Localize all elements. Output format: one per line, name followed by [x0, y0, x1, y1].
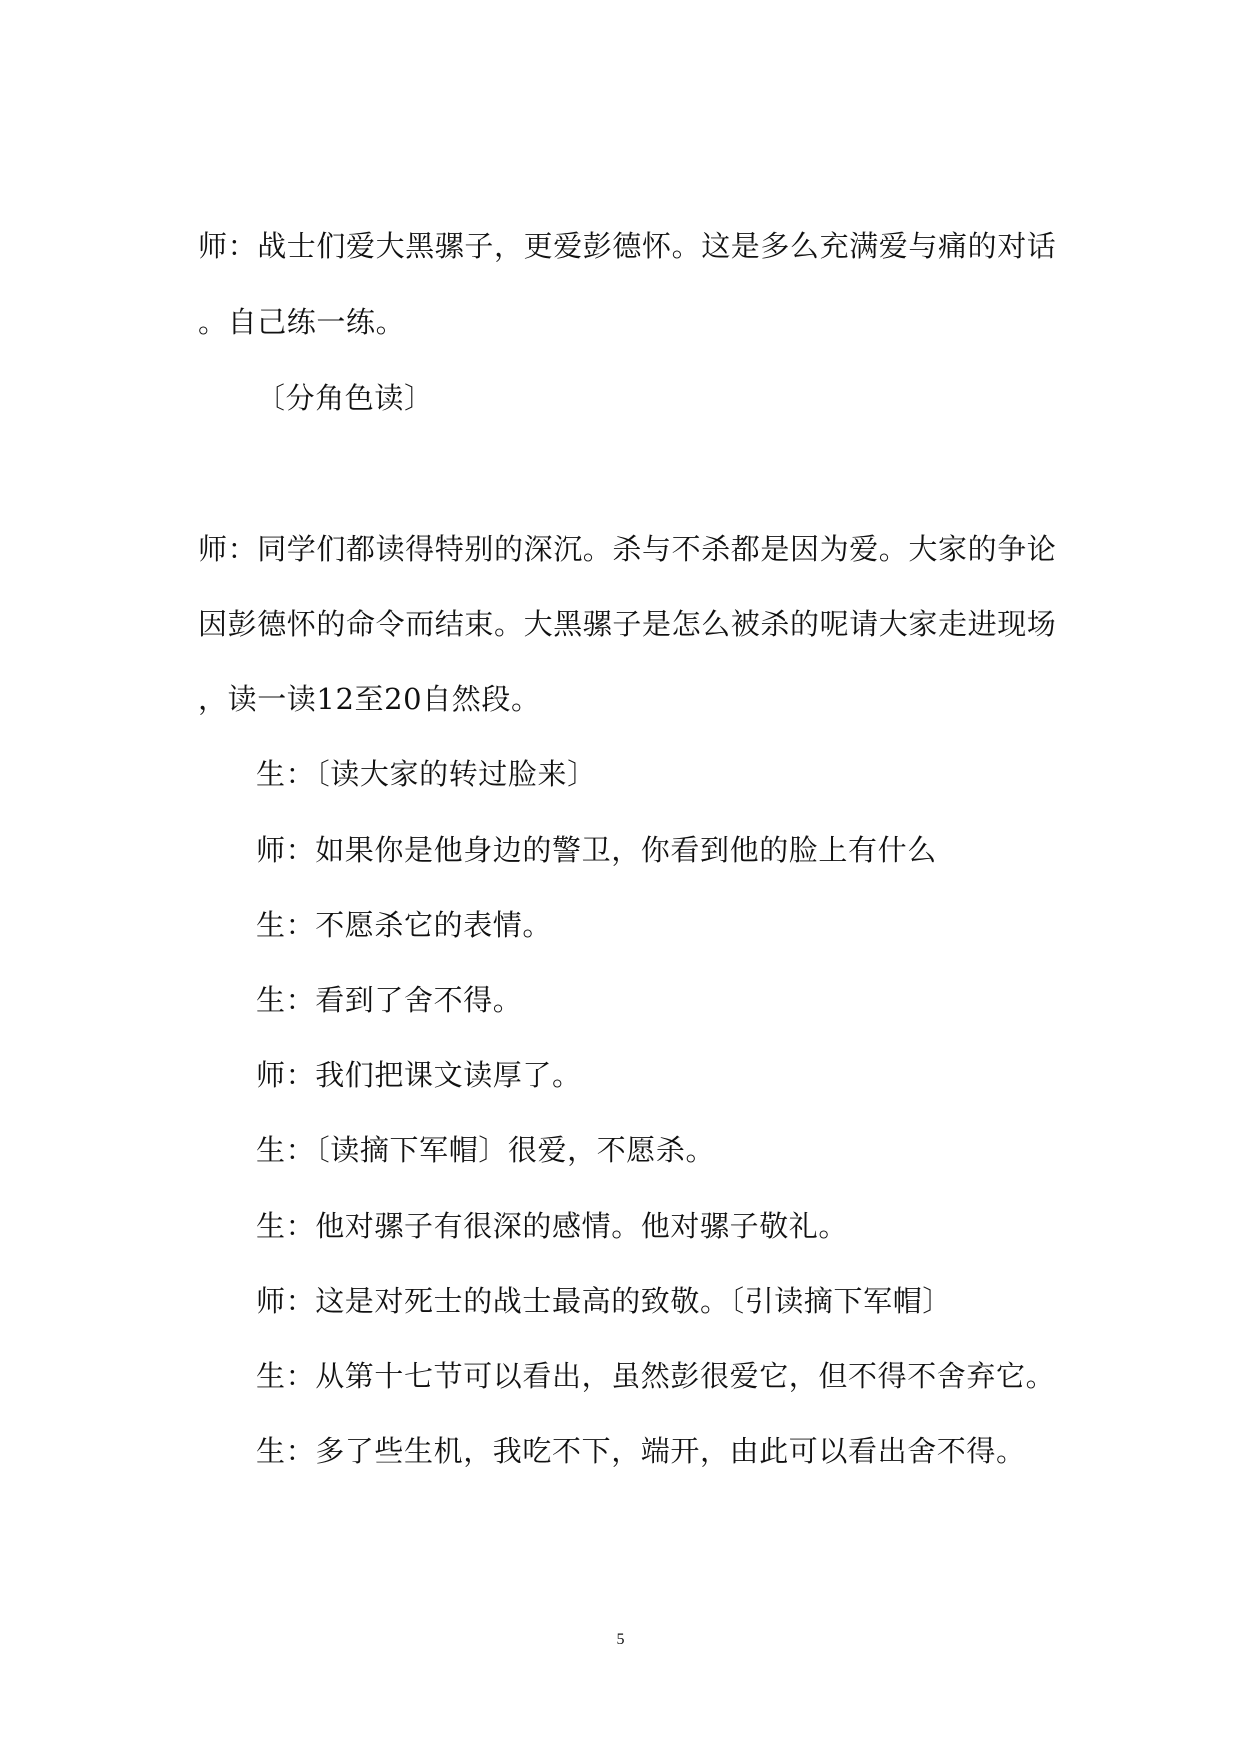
text-line: 师：战士们爱大黑骡子，更爱彭德怀。这是多么充满爱与痛的对话	[198, 229, 1057, 263]
text-line: 师：如果你是他身边的警卫，你看到他的脸上有什么	[256, 833, 937, 867]
text-line: 生：〔读摘下军帽〕很爱，不愿杀。	[256, 1133, 716, 1167]
text-line: 师：我们把课文读厚了。	[256, 1058, 582, 1092]
text-line: 师：同学们都读得特别的深沉。杀与不杀都是因为爱。大家的争论	[198, 532, 1057, 566]
text-line: 生：看到了舍不得。	[256, 983, 523, 1017]
text-line: 生：不愿杀它的表情。	[256, 908, 553, 942]
page-number: 5	[616, 1631, 625, 1648]
text-line: 生：他对骡子有很深的感情。他对骡子敬礼。	[256, 1209, 849, 1243]
text-line: 生：从第十七节可以看出，虽然彭很爱它，但不得不舍弃它。	[256, 1359, 1056, 1393]
text-line: 。自己练一练。	[198, 305, 406, 339]
text-line: 因彭德怀的命令而结束。大黑骡子是怎么被杀的呢请大家走进现场	[198, 607, 1057, 641]
text-line: 师：这是对死士的战士最高的致敬。〔引读摘下军帽〕	[256, 1284, 952, 1318]
text-line: 生：〔读大家的转过脸来〕	[256, 757, 597, 791]
text-line: 〔分角色读〕	[256, 381, 434, 415]
text-line: 生：多了些生机，我吃不下，端开，由此可以看出舍不得。	[256, 1434, 1026, 1468]
text-line: ，读一读12至20自然段。	[198, 682, 541, 716]
